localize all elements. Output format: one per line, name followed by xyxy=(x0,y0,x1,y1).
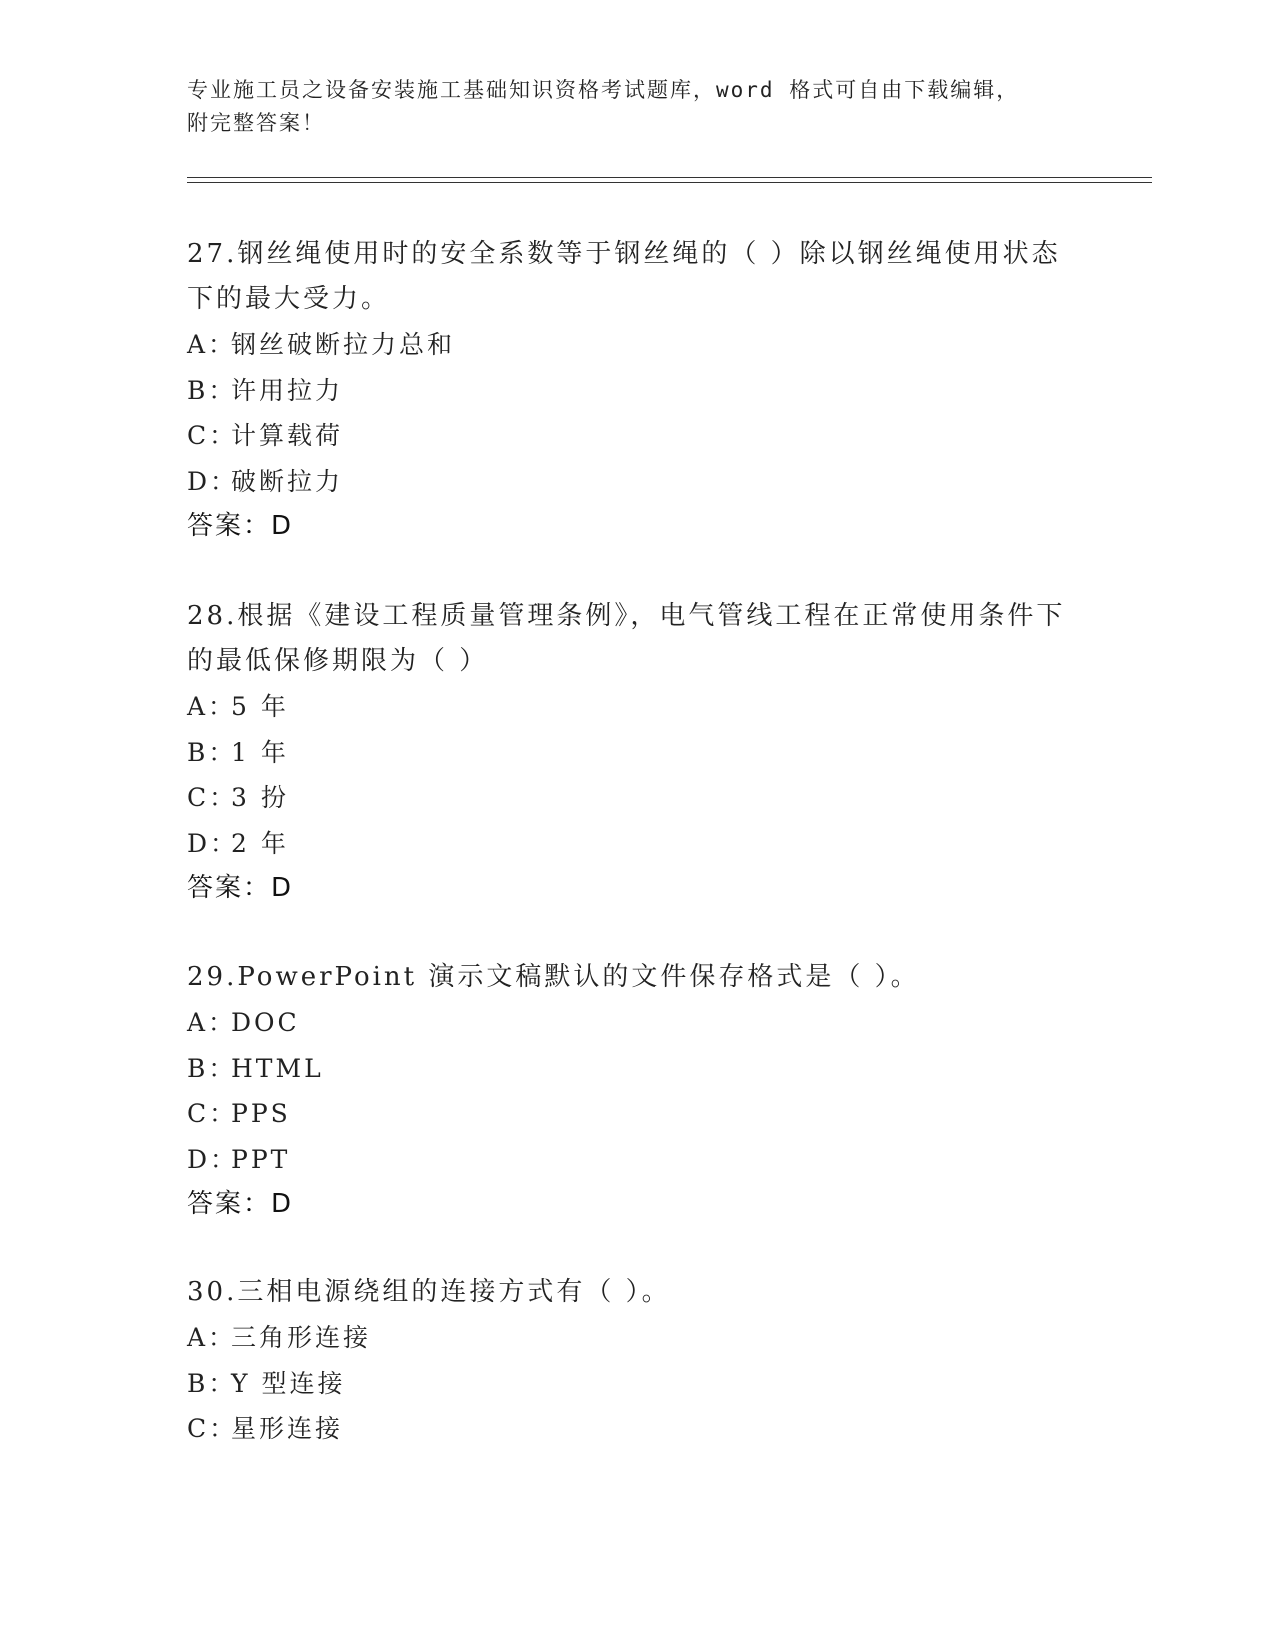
option-text: Y 型连接 xyxy=(231,1368,346,1398)
option-key: B： xyxy=(187,1053,237,1083)
option-a xyxy=(187,1315,1107,1361)
option-d xyxy=(187,459,1107,505)
question-stem-line-1: 29.PowerPoint 演示文稿默认的文件保存格式是（ ）。 xyxy=(187,962,920,992)
option-text: 破断拉力 xyxy=(231,466,344,496)
question-27 xyxy=(187,232,1107,549)
answer-text: 答案：D xyxy=(187,873,294,903)
option-b xyxy=(187,1046,1107,1092)
option-key: D： xyxy=(187,466,239,496)
option-key: C： xyxy=(187,421,238,450)
option-key: A： xyxy=(187,330,237,359)
option-c xyxy=(187,1406,1107,1452)
option-b xyxy=(187,730,1107,776)
option-d xyxy=(187,1137,1107,1183)
option-text: PPS xyxy=(231,1099,291,1128)
option-key: B： xyxy=(187,737,237,767)
option-c xyxy=(187,413,1107,459)
option-key: B： xyxy=(187,1368,237,1398)
option-b xyxy=(187,368,1107,414)
option-a xyxy=(187,322,1107,368)
question-stem-line-2: 下的最大受力。 xyxy=(187,284,391,314)
question-28 xyxy=(187,594,1107,911)
option-a xyxy=(187,684,1107,730)
option-key: A： xyxy=(187,1008,237,1037)
option-text: 钢丝破断拉力总和 xyxy=(231,330,456,359)
header-divider-top xyxy=(187,177,1152,178)
question-30 xyxy=(187,1270,1107,1452)
option-key: A： xyxy=(187,1323,237,1352)
option-key: A： xyxy=(187,692,237,721)
answer-text: 答案：D xyxy=(187,511,294,541)
question-stem-line-1: 28.根据《建设工程质量管理条例》，电气管线工程在正常使用条件下 xyxy=(187,601,1066,631)
option-key: B： xyxy=(187,375,237,405)
option-c xyxy=(187,1091,1107,1137)
question-stem-line-1: 30.三相电源绕组的连接方式有（ ）。 xyxy=(187,1277,671,1307)
option-text: 许用拉力 xyxy=(231,375,344,405)
question-29 xyxy=(187,955,1107,1227)
header-title-line-1: 专业施工员之设备安装施工基础知识资格考试题库，word 格式可自由下载编辑， xyxy=(187,78,1020,102)
option-text: 星形连接 xyxy=(231,1414,344,1443)
option-text: 1 年 xyxy=(231,737,289,767)
option-a xyxy=(187,1000,1107,1046)
document-header xyxy=(187,74,1087,140)
header-title-line-2: 附完整答案！ xyxy=(187,111,325,135)
option-text: HTML xyxy=(231,1053,324,1083)
option-text: 5 年 xyxy=(231,692,289,721)
option-text: PPT xyxy=(231,1144,291,1174)
option-key: C： xyxy=(187,783,238,812)
option-key: C： xyxy=(187,1414,238,1443)
option-key: D： xyxy=(187,1144,239,1174)
option-c xyxy=(187,775,1107,821)
question-stem-line-2: 的最低保修期限为（ ） xyxy=(187,646,489,676)
question-stem-line-1: 27.钢丝绳使用时的安全系数等于钢丝绳的（ ）除以钢丝绳使用状态 xyxy=(187,239,1061,269)
option-d xyxy=(187,821,1107,867)
header-divider-bottom xyxy=(187,182,1152,183)
option-text: 三角形连接 xyxy=(231,1323,372,1352)
option-b xyxy=(187,1361,1107,1407)
answer-text: 答案：D xyxy=(187,1189,294,1219)
option-text: 3 扮 xyxy=(231,783,289,812)
option-text: DOC xyxy=(231,1008,300,1037)
option-text: 计算载荷 xyxy=(231,421,344,450)
option-text: 2 年 xyxy=(231,828,289,858)
option-key: D： xyxy=(187,828,239,858)
option-key: C： xyxy=(187,1099,238,1128)
